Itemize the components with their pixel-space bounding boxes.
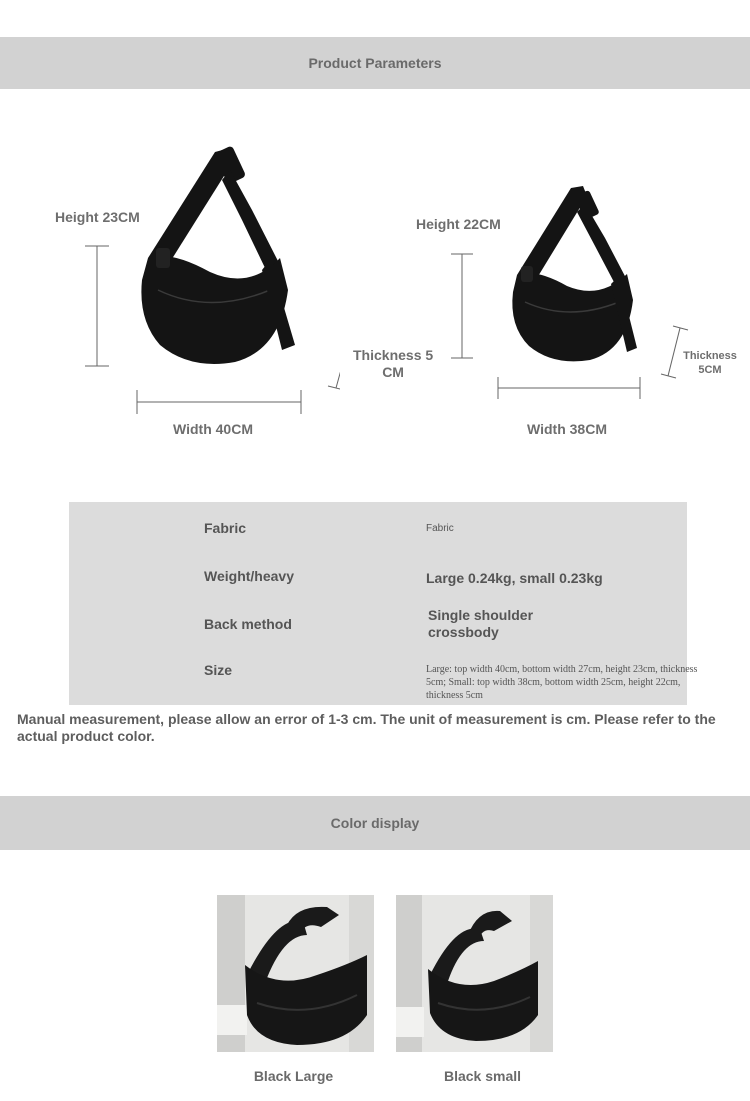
small-bag-dimension-lines xyxy=(440,250,700,410)
color-caption-black-large: Black Large xyxy=(253,1068,334,1084)
small-width-label: Width 38CM xyxy=(527,421,607,437)
spec-key-fabric: Fabric xyxy=(204,520,247,536)
spec-value-fabric: Fabric xyxy=(426,523,454,534)
large-thickness-label: Thickness 5 CM xyxy=(353,347,434,380)
measurement-note: Manual measurement, please allow an error of 1-3 cm. The unit of measurement is cm. Please refer to the actual product color. xyxy=(17,711,716,744)
section-title: Product Parameters xyxy=(308,55,442,71)
spec-value-weight: Large 0.24kg, small 0.23kg xyxy=(426,570,603,586)
section-header-color xyxy=(0,796,750,850)
color-caption-black-small: Black small xyxy=(443,1068,522,1084)
small-thickness-label: Thickness 5CM xyxy=(683,350,737,376)
spec-value-size: Large: top width 40cm, bottom width 27cm, height 23cm, thickness 5cm; Small: top width 38cm, bottom width 25cm, height 22cm, thickness 5cm xyxy=(426,664,698,701)
spec-key-back-method: Back method xyxy=(204,616,292,632)
color-photo-black-small xyxy=(396,895,553,1052)
large-width-label: Width 40CM xyxy=(173,421,253,437)
section-title: Color display xyxy=(330,815,420,831)
bag-photo-large xyxy=(217,895,374,1052)
section-header-parameters xyxy=(0,37,750,89)
large-height-label: Height 23CM xyxy=(55,209,140,225)
bag-photo-small xyxy=(396,895,553,1052)
color-photo-black-large xyxy=(217,895,374,1052)
large-bag-dimension-lines xyxy=(80,240,340,420)
spec-key-weight: Weight/heavy xyxy=(204,568,294,584)
small-height-label: Height 22CM xyxy=(416,216,501,232)
spec-key-size: Size xyxy=(204,662,233,678)
spec-value-back-method: Single shoulder crossbody xyxy=(428,607,534,640)
